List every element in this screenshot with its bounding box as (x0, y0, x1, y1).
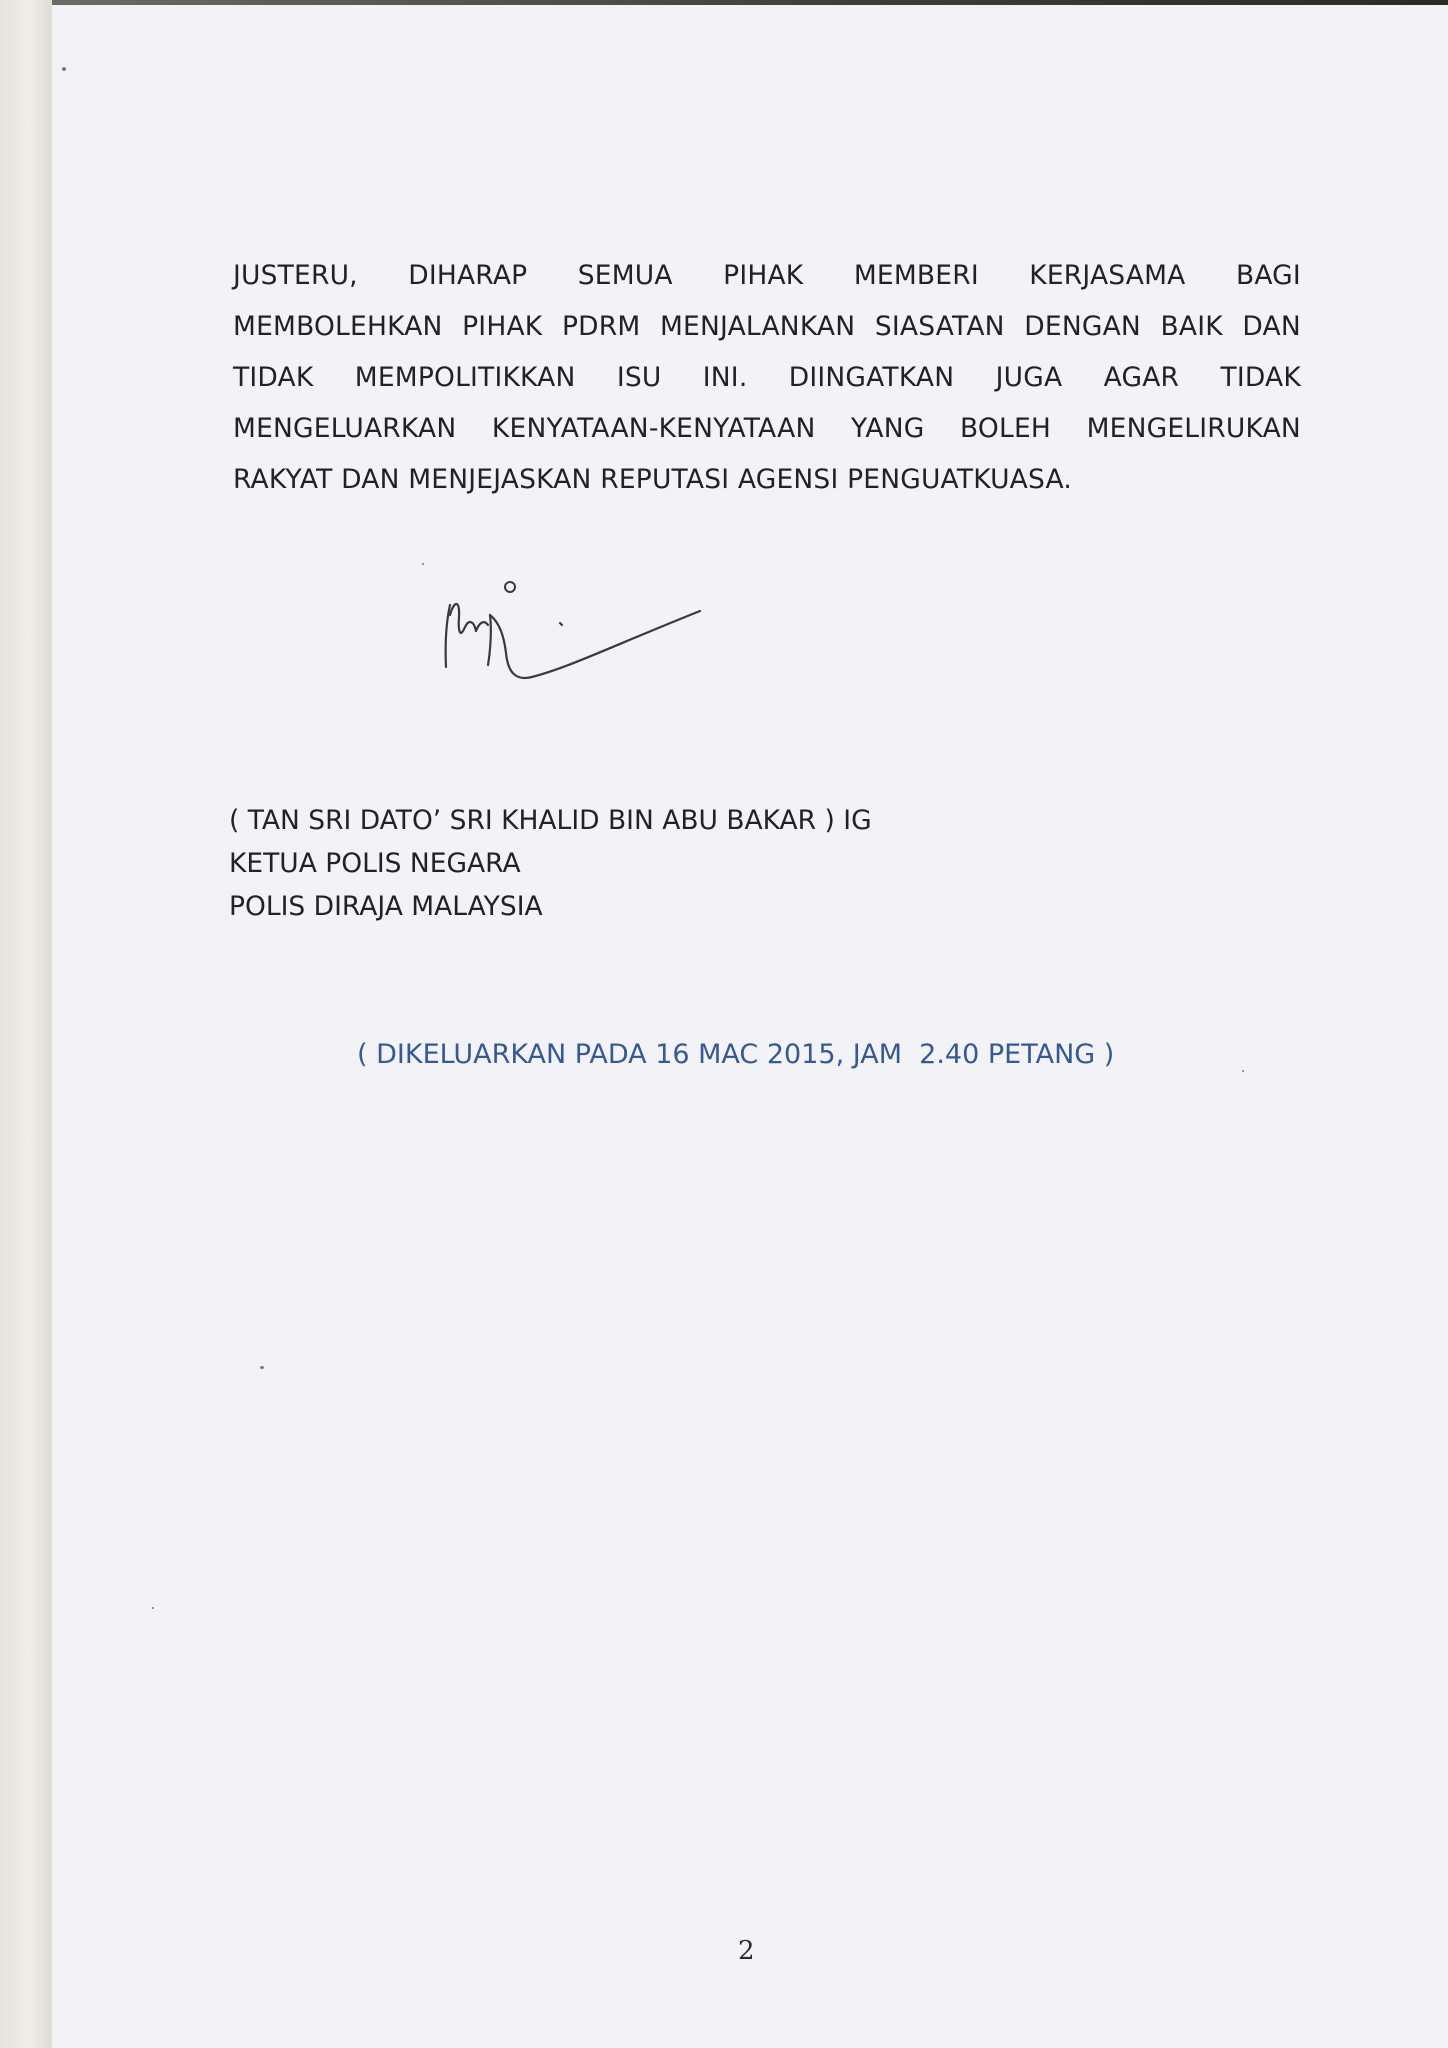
signatory-organization: POLIS DIRAJA MALAYSIA (229, 891, 543, 922)
word: PIHAK (723, 260, 804, 291)
dust-speck (260, 1366, 264, 1369)
paragraph-line-3 (233, 352, 1301, 403)
paragraph-line-5: RAKYAT DAN MENJEJASKAN REPUTASI AGENSI PENGUATKUASA. (233, 464, 1073, 495)
word: MENGELIRUKAN (1086, 413, 1301, 444)
word: PIHAK (462, 311, 543, 342)
signatory-block (229, 799, 872, 928)
word: MENGELUARKAN (233, 413, 457, 444)
paragraph-line-1 (233, 250, 1301, 301)
dust-speck (422, 563, 424, 565)
word: DENGAN (1024, 311, 1141, 342)
signatory-name: ( TAN SRI DATO’ SRI KHALID BIN ABU BAKAR ) IG (229, 805, 872, 836)
page-number: 2 (738, 1936, 755, 1966)
word: BAIK (1160, 311, 1223, 342)
word: BAGI (1235, 260, 1301, 291)
body-paragraph (233, 250, 1301, 505)
word: DIINGATKAN (788, 362, 955, 393)
word: DIHARAP (408, 260, 528, 291)
scanner-left-margin (0, 0, 52, 2048)
word: MENJALANKAN (659, 311, 856, 342)
issued-date-note: ( DIKELUARKAN PADA 16 MAC 2015, JAM 2.40 PETANG ) (357, 1039, 1115, 1070)
word: YANG (851, 413, 925, 444)
dust-speck (152, 1607, 154, 1609)
paragraph-line-4 (233, 403, 1301, 454)
paragraph-line-2 (233, 301, 1301, 352)
word: MEMBERI (853, 260, 979, 291)
word: KENYATAAN-KENYATAAN (491, 413, 816, 444)
signatory-title: KETUA POLIS NEGARA (229, 848, 521, 879)
word: TIDAK (233, 362, 314, 393)
word: MEMBOLEHKAN (233, 311, 443, 342)
word: JUGA (995, 362, 1063, 393)
word: SEMUA (577, 260, 673, 291)
word: TIDAK (1220, 362, 1301, 393)
word: MEMPOLITIKKAN (354, 362, 576, 393)
word: DAN (1242, 311, 1301, 342)
word: AGAR (1103, 362, 1180, 393)
word: BOLEH (960, 413, 1052, 444)
word: JUSTERU, (233, 260, 358, 291)
dust-speck (1242, 1070, 1244, 1072)
word: SIASATAN (874, 311, 1005, 342)
handwritten-signature (430, 575, 710, 715)
word: ISU (616, 362, 662, 393)
word: PDRM (561, 311, 641, 342)
word: KERJASAMA (1029, 260, 1186, 291)
word: INI. (702, 362, 748, 393)
dust-speck (62, 67, 66, 71)
